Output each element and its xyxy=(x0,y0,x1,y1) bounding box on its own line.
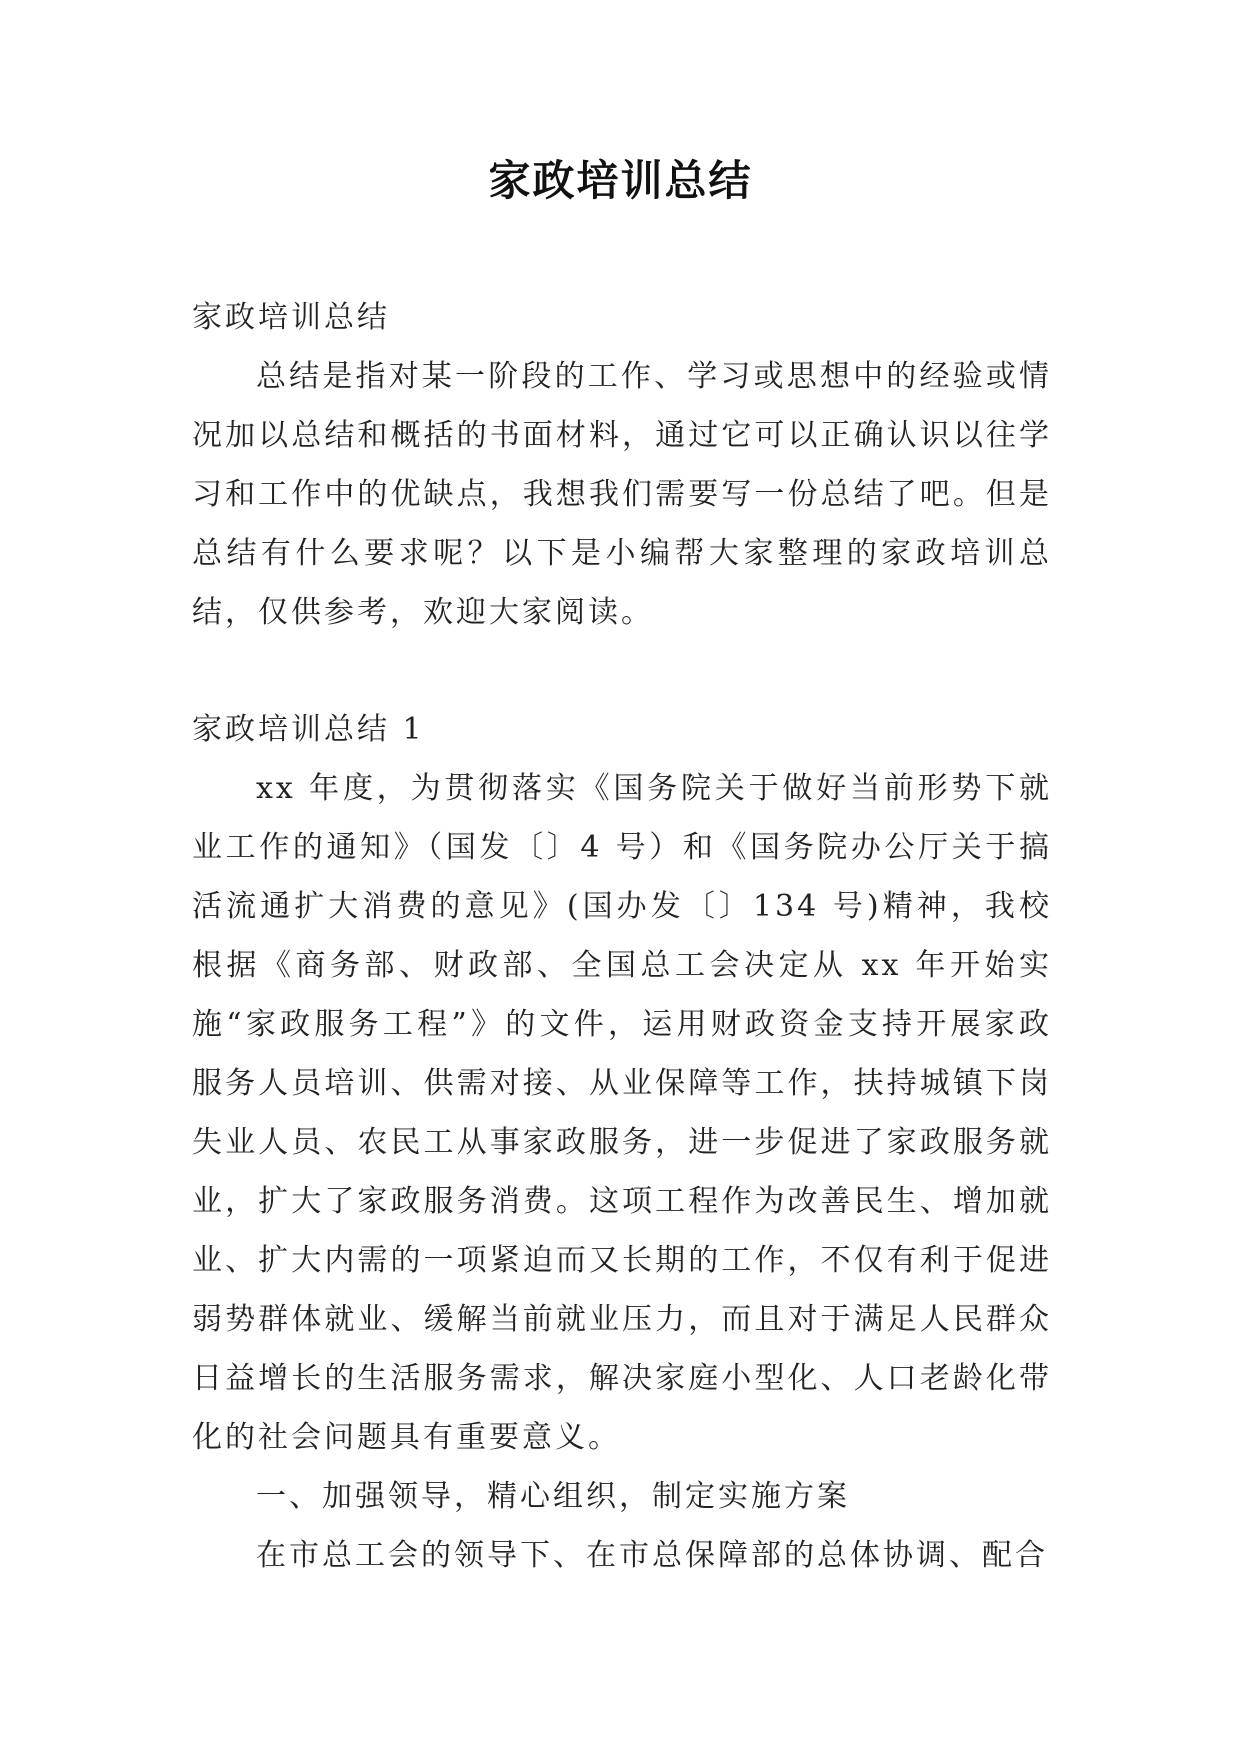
point-one-heading: 一、加强领导，精心组织，制定实施方案 xyxy=(256,1479,850,1514)
document-body xyxy=(192,288,1052,1585)
point-one-paragraph: 在市总工会的领导下、在市总保障部的总体协调、配合 xyxy=(256,1538,1048,1573)
intro-paragraph: 总结是指对某一阶段的工作、学习或思想中的经验或情况加以总结和概括的书面材料，通过它可以正确认识以往学习和工作中的优缺点，我想我们需要写一份总结了吧。但是总结有什么要求呢？以下是小编帮大家整理的家政培训总结，仅供参考，欢迎大家阅读。 xyxy=(192,359,1052,630)
paragraph-gap xyxy=(192,642,1052,700)
section-paragraph: xx 年度，为贯彻落实《国务院关于做好当前形势下就业工作的通知》（国发〔〕4 号）和《国务院办公厅关于搞活流通扩大消费的意见》(国办发〔〕134 号)精神，我校根据《商务部、财政部、全国总工会决定从 xx 年开始实施“家政服务工程”》的文件，运用财政资金支持开展家政服务人员培训、供需对接、从业保障等工作，扶持城镇下岗失业人员、农民工从事家政服务，进一步促进了家政服务就业，扩大了家政服务消费。这项工程作为改善民生、增加就业、扩大内需的一项紧迫而又长期的工作，不仅有利于促进弱势群体就业、缓解当前就业压力，而且对于满足人民群众日益增长的生活服务需求，解决家庭小型化、人口老龄化带化的社会问题具有重要意义。 xyxy=(192,771,1052,1455)
document-title: 家政培训总结 xyxy=(488,156,753,205)
section-heading: 家政培训总结 1 xyxy=(192,712,425,747)
subtitle: 家政培训总结 xyxy=(192,300,390,335)
